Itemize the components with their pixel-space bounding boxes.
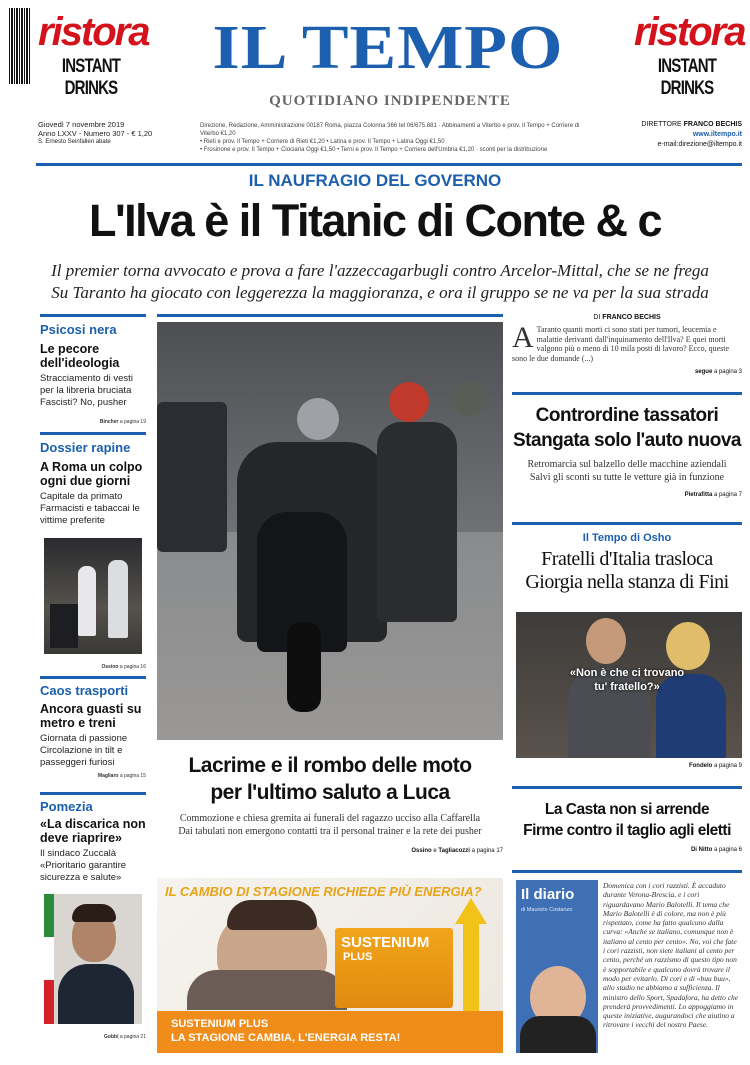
ad-slogan-bar [157, 1011, 503, 1053]
story-label: Il Tempo di Osho [582, 532, 672, 544]
slogan-line1: SUSTENIUM PLUS [171, 1018, 269, 1030]
sidebar-rule [40, 792, 146, 795]
quote-line1: «Non è che ci trovano [569, 667, 685, 679]
lead-kicker: IL NAUFRAGIO DEL GOVERNO [248, 171, 502, 190]
headline-line1: La Casta non si arrende [544, 801, 710, 818]
ref-name: Fondelo [688, 763, 713, 769]
story-rule [512, 392, 742, 395]
sidebar-item-trasporti[interactable] [40, 683, 146, 779]
barcode [9, 8, 31, 84]
flag-shape [44, 894, 54, 1024]
address-line3: • Frosinone e prov. Il Tempo + Ciociaria Oggi €1,50 • Terni e prov. Il Tempo + Corriere dell'Umbria €1,20 · sconti per la distribuzione [200, 147, 548, 153]
ref-name: Di Nitto [690, 847, 713, 853]
sidebar-ref [40, 419, 146, 425]
ad-ristora-left[interactable] [38, 10, 149, 100]
masthead-rule [36, 163, 742, 166]
website-link[interactable]: www.iltempo.it [692, 131, 742, 138]
address-line2: • Rieti e prov. Il Tempo + Corriere di Rieti €1,20 • Latina e prov. Il Tempo + Latina Oggi €1,50 [200, 139, 445, 145]
sidebar-label: Caos trasporti [40, 683, 129, 698]
headline-line1: Fratelli d'Italia trasloca [541, 548, 713, 570]
sidebar-ref [40, 1034, 146, 1040]
sidebar-headline: Ancora guasti su metro e treni [40, 702, 142, 730]
hair-shape [666, 622, 710, 670]
figure-shape [108, 560, 128, 638]
story-rule [512, 870, 742, 873]
ref-page: a pagina 17 [471, 848, 503, 854]
ref-page: a pagina 16 [119, 664, 146, 670]
product-name: SUSTENIUM [341, 934, 430, 951]
sidebar-item-psicosi[interactable] [40, 322, 146, 425]
arrow-icon [455, 898, 487, 924]
story-osho[interactable] [512, 532, 742, 594]
sidebar-rule [40, 432, 146, 435]
sidebar-headline: Le pecore dell'ideologia [40, 342, 120, 370]
headline-line1: Lacrime e il rombo delle moto [188, 754, 472, 777]
ref-name: Magliaro [97, 773, 119, 779]
diario-author: di Maurizio Costanzo [521, 907, 573, 913]
osho-quote [562, 666, 692, 694]
sidebar-item-rapine[interactable] [40, 440, 146, 527]
sidebar-text: Stracciamento di vesti per la libreria bruciata Fascisti? No, pusher [40, 373, 133, 408]
sidebar-label: Psicosi nera [40, 322, 117, 337]
ad-headline: IL CAMBIO DI STAGIONE RICHIEDE PIÙ ENERGIA? [165, 884, 482, 899]
email-link[interactable]: e-mail:direzione@iltempo.it [657, 141, 742, 148]
sidebar-text: Giornata di passione Circolazione in tilt e passeggeri furiosi [40, 733, 128, 768]
text-line2: Salvi gli sconti su tutte le vetture già in funzione [529, 472, 725, 483]
ref-name: Ossino [411, 848, 432, 854]
story-rule [512, 522, 742, 525]
ad-tagline: INSTANT DRINKS [657, 54, 717, 100]
issue-saint: S. Ernesto Seinfallen abate [38, 139, 111, 145]
editorial-text: Taranto quanti morti ci sono stati per tumori, leucemia e malattie derivanti dall'inquinamento dell'Ilva? E quei morti valgono più o meno di 10 mila posti di lavoro? Ecco, queste sono le due domande (...) [512, 325, 730, 363]
sidebar-headline: A Roma un colpo ogni due giorni [40, 460, 143, 488]
suit-shape [58, 964, 134, 1024]
story-rule [512, 786, 742, 789]
ref-name: Tagliacozzi [438, 848, 470, 854]
byline-di: DI [593, 314, 601, 321]
ref-page: a pagina 7 [713, 492, 742, 498]
lead-deck-line1: Il premier torna avvocato e prova a fare l'azzeccagarbugli contro Arcelor-Mittal, che se ne frega [51, 261, 709, 280]
masthead-subtitle: QUOTIDIANO INDIPENDENTE [269, 93, 511, 109]
director-name: FRANCO BECHIS [683, 121, 742, 128]
ad-brand: ristora [38, 10, 149, 54]
tyre-shape [287, 622, 321, 712]
slogan-line2: LA STAGIONE CAMBIA, L'ENERGIA RESTA! [171, 1032, 401, 1044]
car-shape [50, 604, 78, 648]
diario-label: Il diario [521, 886, 575, 903]
rider-shape [377, 422, 457, 622]
osho-photo[interactable] [516, 612, 742, 758]
headline-line2: per l'ultimo saluto a Luca [210, 781, 450, 804]
ad-ristora-right[interactable] [634, 10, 745, 100]
ref-page: a pagina 6 [713, 847, 742, 853]
osho-ref [516, 763, 742, 769]
story-casta[interactable] [512, 799, 742, 853]
arm-shape [187, 970, 347, 1010]
ref-and: e [433, 848, 437, 854]
sidebar-rule [40, 314, 146, 317]
sidebar-headline: «La discarica non deve riaprire» [40, 817, 146, 845]
issue-date: Giovedì 7 novembre 2019 [38, 120, 125, 129]
diario-box[interactable] [516, 880, 598, 1053]
main-story-headline[interactable] [157, 752, 503, 806]
suit-shape [520, 1016, 596, 1053]
ref-name: Bincher [99, 419, 119, 425]
ad-brand: ristora [634, 10, 745, 54]
main-story-text [157, 812, 503, 838]
text-line2: Dai tabulati non emergono contatti tra il personal trainer e la rete dei pusher [178, 826, 482, 837]
director-label: DIRETTORE [641, 121, 682, 128]
ref-name: Gobbi [104, 1034, 119, 1040]
sidebar-ref [40, 773, 146, 779]
dropcap: A [512, 321, 534, 354]
sidebar-item-pomezia[interactable] [40, 799, 146, 884]
sidebar-rule [40, 676, 146, 679]
ref-page: a pagina 15 [119, 773, 146, 779]
text-line1: Commozione e chiesa gremita ai funerali del ragazzo ucciso alla Caffarella [179, 813, 481, 824]
sidebar-label: Pomezia [40, 799, 93, 814]
lead-deck-line2: Su Taranto ha giocato con leggerezza la maggioranza, e ora il gruppo se ne va per la sua strada [51, 283, 709, 302]
address-line1: Direzione, Redazione, Amministrazione 00187 Roma, piazza Colonna 366 tel 06/675.881 · Abbinamenti a Viterbo e prov. Il Tempo + Corriere di Viterbo €1,20 [200, 123, 580, 137]
ref-page: a pagina 19 [119, 419, 146, 425]
masthead-logo[interactable]: IL TEMPO [212, 12, 564, 83]
sidebar-text: Capitale da primato Farmacisti e tabaccai le vittime preferite [40, 491, 140, 526]
ref-name: segue [694, 369, 713, 375]
ref-page: a pagina 21 [119, 1034, 146, 1040]
product-box [335, 928, 453, 1008]
lead-headline[interactable]: L'Ilva è il Titanic di Conte & c [88, 195, 661, 246]
mayor-photo[interactable] [44, 894, 142, 1024]
helmet-shape [453, 382, 487, 416]
headline-line2: Giorgia nella stanza di Fini [525, 571, 729, 593]
quote-line2: tu' fratello?» [594, 681, 660, 693]
hair-shape [227, 900, 317, 930]
main-story-photo[interactable] [157, 322, 503, 740]
text-line1: Retromarcia sul balzello delle macchine aziendali [527, 459, 727, 470]
headline-line2: Firme contro il taglio agli eletti [523, 822, 731, 839]
helmet-shape [389, 382, 429, 422]
issue-number: Anno LXXV - Numero 307 - € 1,20 [38, 129, 153, 138]
face-shape [586, 618, 626, 664]
story-tax[interactable] [512, 403, 742, 498]
headline-line2: Stangata solo l'auto nuova [513, 430, 741, 451]
ref-page: a pagina 9 [713, 763, 742, 769]
lead-deck [20, 260, 740, 304]
editorial[interactable] [512, 314, 742, 375]
main-rule [157, 314, 503, 317]
ad-tagline: INSTANT DRINKS [61, 54, 121, 100]
issue-info [38, 120, 153, 147]
sidebar-ref [40, 664, 146, 670]
ad-sustenium[interactable] [157, 878, 503, 1053]
director-box [600, 120, 742, 150]
helmet-shape [297, 398, 339, 440]
sidebar-label: Dossier rapine [40, 440, 131, 455]
product-name-2: PLUS [343, 951, 373, 963]
headline-line1: Contrordine tassatori [535, 405, 719, 426]
sidebar-text: Il sindaco Zuccalà «Prioritario garantire sicurezza e salute» [40, 848, 127, 883]
ref-name: Ossino [101, 664, 119, 670]
figure-shape [78, 566, 96, 636]
ref-name: Pietrafitta [684, 492, 713, 498]
ref-page: a pagina 3 [713, 369, 742, 375]
rapine-photo[interactable] [44, 538, 142, 654]
diario-text: Domenica con i cori razzisti. È accaduto durante Verona-Brescia, e i cori riguardavano Mario Balotelli. Il tema che Mario Balotelli è di colore, ma non è più rispettato, come ha fatto qualcuno dalla curva: «Anche se italiano, comunque non è italiano al cento per cento». No, voi che fate i cori razzisti, non siete italiani al cento per cento, perché un razzismo di questo tipo non è sopportabile e qualcuno dovrà trovare il modo per evitarlo. Di cori e di «buu buu», allo stadio ne abbiamo a sufficienza. Il ministro dello Sport, Spadafora, ha detto che prenderà provvedimenti. Lo appoggiamo in queste iniziative, augurandoci che aiutino a ritrovare i vecchi del nostro Paese. [603, 881, 739, 1030]
masthead-address [200, 122, 582, 154]
editorial-byline: FRANCO BECHIS [602, 314, 661, 321]
hair-shape [72, 904, 116, 922]
main-story-ref [157, 848, 503, 854]
arrow-shaft [463, 922, 479, 1012]
parked-car-shape [157, 402, 227, 552]
